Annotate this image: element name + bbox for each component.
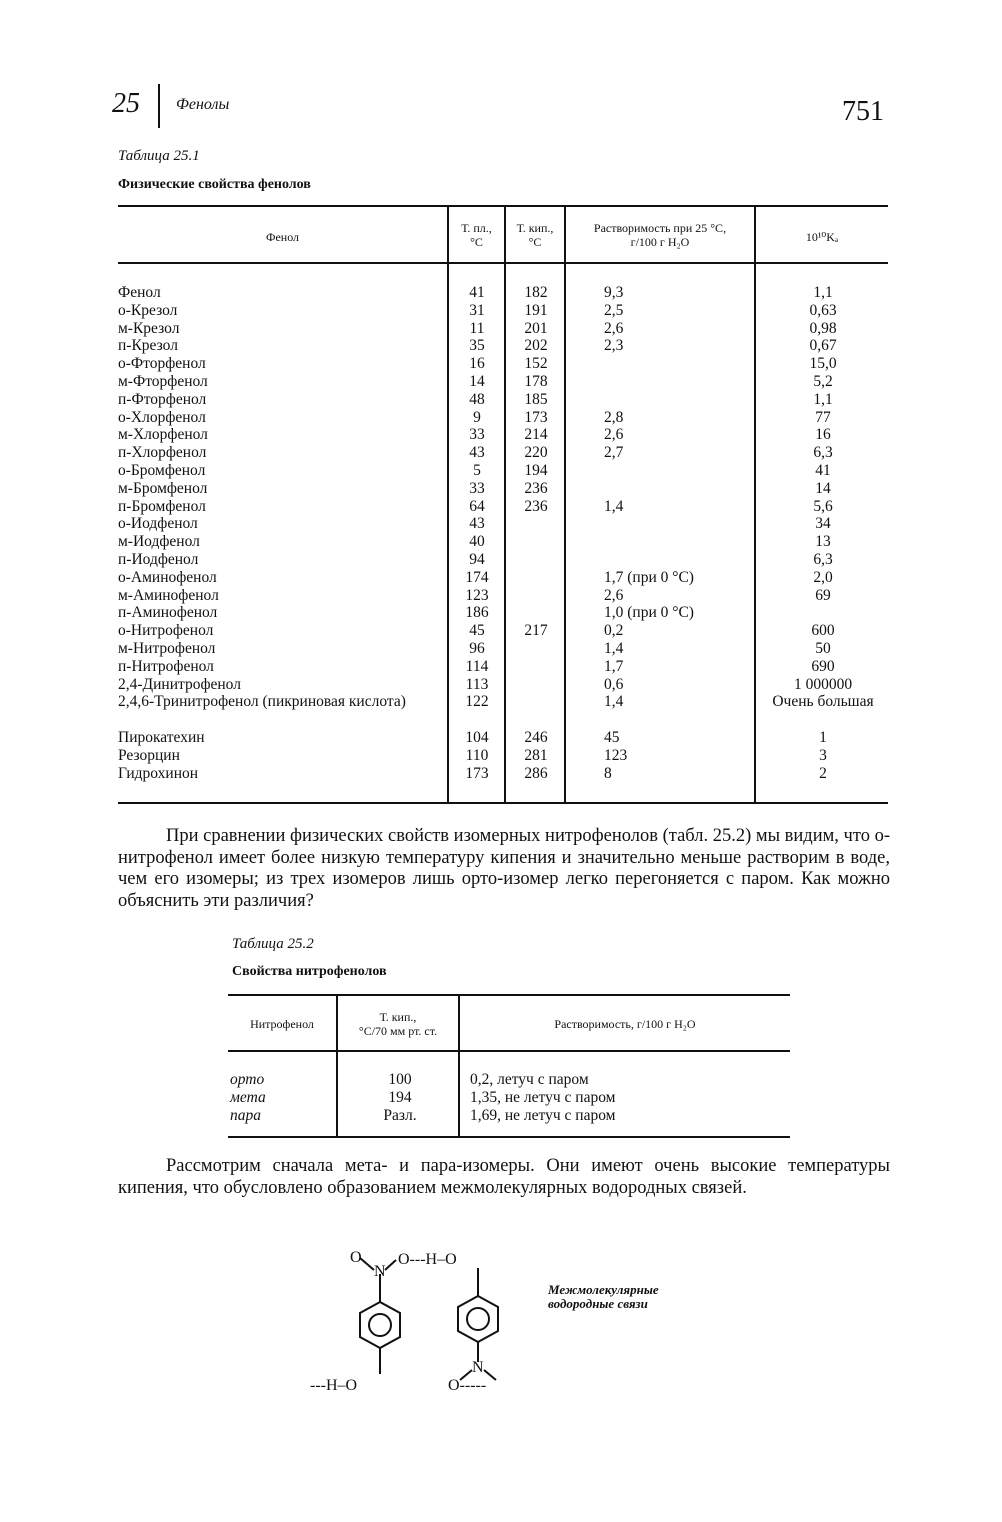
table1-cell-sol — [604, 373, 754, 391]
table1-cell-ka: 5,6 — [813, 497, 833, 515]
table1-cell-bp: 185 — [524, 390, 548, 408]
table1-cell-bp — [508, 587, 564, 605]
table1-cell-bp — [508, 515, 564, 533]
table1-cell-mp: 41 — [469, 284, 485, 301]
table1-cell-name: о-Крезол — [118, 301, 178, 319]
table1-cell-ka: 1,1 — [813, 390, 833, 408]
table1-cell-sol: 1,4 — [604, 693, 624, 711]
table1-cell-name: м-Аминофенол — [118, 586, 219, 604]
table1-cell-name: о-Нитрофенол — [118, 622, 214, 640]
table1-cell-bp: 152 — [524, 355, 548, 373]
header-line: г/100 г H₂O — [630, 235, 690, 249]
note-line: Межмолекулярные — [548, 1282, 659, 1297]
table1-cell-mp: 173 — [465, 764, 489, 782]
table2-cell-bp: 194 — [388, 1089, 412, 1106]
table1-cell-bp — [508, 551, 564, 569]
table1-cell-name: м-Нитрофенол — [118, 639, 216, 657]
hydrogen-bond-note — [548, 1283, 659, 1311]
table1-cell-name: Фенол — [118, 284, 161, 301]
table1-header-solubility — [566, 221, 754, 249]
hydrogen-bond-structure — [300, 1240, 560, 1400]
header-line: Т. кип., — [379, 1010, 417, 1024]
table1-cell-bp — [508, 533, 564, 551]
table2-header-rule — [228, 1050, 790, 1052]
header-line: Растворимость при 25 °С, — [593, 221, 727, 235]
table1-cell-mp: 16 — [469, 355, 485, 373]
table1-cell-sol: 2,6 — [604, 319, 624, 337]
table2-cell-isomer: орто — [230, 1071, 265, 1088]
table2-cell-sol: 1,35, не летуч с паром — [470, 1089, 616, 1106]
table1-cell-mp: 33 — [469, 426, 485, 444]
table1-cell-mp: 48 — [469, 390, 485, 408]
table1-cell-name: о-Хлорфенол — [118, 408, 206, 426]
table1-cell-mp: 14 — [469, 372, 485, 390]
table1-cell-sol: 1,0 (при 0 °С) — [604, 604, 694, 622]
table1-cell-ka: 5,2 — [813, 372, 833, 390]
table1-cell-ka: 15,0 — [809, 355, 837, 373]
table1-cell-mp: 31 — [469, 301, 485, 319]
table1-cell-ka: 34 — [815, 515, 831, 533]
table1-cell-mp: 35 — [469, 337, 485, 355]
table2-cell-bp: Разл. — [383, 1107, 417, 1124]
table1-cell-bp: 214 — [524, 426, 548, 444]
table1-caption: Таблица 25.1 — [118, 148, 200, 164]
table1-cell-mp: 122 — [465, 693, 489, 711]
table1-cell-ka: 690 — [811, 657, 835, 675]
table1-cell-ka: 6,3 — [813, 550, 833, 568]
table1-cell-name: о-Аминофенол — [118, 568, 217, 586]
table1-cell-name: п-Фторфенол — [118, 390, 207, 408]
table1-cell-ka: 3 — [819, 746, 827, 764]
table1-cell-bp: 182 — [524, 284, 548, 301]
table1-cell-name: п-Нитрофенол — [118, 657, 214, 675]
page-number: 751 — [842, 96, 884, 127]
table2-header-bp — [338, 1010, 458, 1038]
table1-column-phenol — [118, 284, 448, 782]
table1-cell-ka: 41 — [815, 461, 831, 479]
table1-cell-bp: 191 — [524, 301, 548, 319]
table1-header-mp — [449, 221, 504, 249]
table1-column-mp — [452, 284, 502, 782]
table1-cell-bp — [508, 604, 564, 622]
table1-cell-mp: 5 — [473, 461, 481, 479]
table1-cell-mp: 110 — [465, 746, 489, 764]
table1-cell-name: м-Хлорфенол — [118, 426, 208, 444]
table1-cell-name: о-Иодфенол — [118, 515, 198, 533]
table1-cell-sol — [604, 480, 754, 498]
chapter-number: 25 — [112, 88, 140, 119]
table2-column-isomer — [230, 1071, 330, 1125]
table1-cell-mp: 33 — [469, 479, 485, 497]
table1-vline — [564, 207, 566, 802]
table1-cell-name: м-Бромфенол — [118, 479, 208, 497]
table1-cell-ka: 1 000000 — [793, 675, 853, 693]
table1-cell-ka: 14 — [815, 479, 831, 497]
table1-cell-sol: 1,4 — [604, 497, 624, 515]
table1-header-ka: 10¹⁰Kₐ — [805, 230, 839, 244]
table1-header-phenol: Фенол — [265, 230, 300, 244]
table1-cell-bp: 194 — [524, 461, 548, 479]
bond-label-bottom-right: O----- — [448, 1377, 487, 1394]
table1-cell-bp: 201 — [524, 319, 548, 337]
table1-cell-bp: 173 — [524, 408, 548, 426]
table1-cell-name: п-Аминофенол — [118, 604, 218, 622]
table1-cell-mp: 43 — [469, 515, 485, 533]
table2-top-rule — [228, 994, 790, 996]
table1-cell-bp: 178 — [524, 372, 548, 390]
table1-cell-sol — [604, 391, 754, 409]
table1-vline — [754, 207, 756, 802]
table1-cell-sol: 8 — [604, 764, 612, 782]
table1-cell-sol — [604, 462, 754, 480]
table2-cell-sol: 0,2, летуч с паром — [470, 1071, 589, 1088]
table1-cell-bp — [508, 658, 564, 676]
table1-cell-ka: 2,0 — [813, 568, 833, 586]
table1-cell-name: о-Бромфенол — [118, 461, 206, 479]
bond-label-top: O---H–O — [398, 1251, 457, 1268]
header-line: Т. пл., — [461, 221, 492, 235]
table2-column-solubility — [470, 1071, 790, 1125]
table2-cell-isomer: мета — [230, 1089, 266, 1106]
table2-caption: Таблица 25.2 — [232, 936, 314, 952]
table1-cell-name: п-Крезол — [118, 337, 178, 355]
table1-cell-sol: 2,8 — [604, 408, 624, 426]
table1-cell-name: Гидрохинон — [118, 764, 199, 782]
table1-cell-name: м-Крезол — [118, 319, 180, 337]
header-divider — [158, 84, 160, 128]
table1-cell-name: 2,4-Динитрофенол — [118, 675, 241, 693]
table1-column-ka — [760, 284, 886, 782]
table1-cell-sol — [604, 515, 754, 533]
table1-column-bp — [508, 284, 564, 782]
table1-cell-sol: 2,5 — [604, 301, 624, 319]
table1-cell-ka: 16 — [815, 426, 831, 444]
table1-cell-mp: 114 — [465, 657, 489, 675]
table1-bottom-rule — [118, 802, 888, 804]
table2-cell-bp: 100 — [388, 1071, 412, 1088]
table1-cell-bp — [508, 693, 564, 729]
table1-cell-name: Пирокатехин — [118, 728, 205, 746]
table1-cell-ka: 77 — [815, 408, 831, 426]
table1-title: Физические свойства фенолов — [118, 177, 311, 192]
table1-cell-bp: 246 — [524, 728, 548, 746]
table1-cell-bp: 286 — [524, 764, 548, 782]
table2-cell-sol: 1,69, не летуч с паром — [470, 1107, 616, 1124]
table1-cell-ka: 0,67 — [809, 337, 837, 355]
table1-cell-name: 2,4,6-Тринитрофенол (пикриновая кислота) — [118, 693, 406, 711]
table1-cell-ka: 0,98 — [809, 319, 837, 337]
atom-label: O — [350, 1249, 362, 1266]
header-line: °С — [470, 235, 483, 249]
atom-label: N — [472, 1359, 484, 1376]
table1-header-rule — [118, 262, 888, 264]
table1-cell-mp: 64 — [469, 497, 485, 515]
table1-cell-sol — [604, 533, 754, 551]
table2-title: Свойства нитрофенолов — [232, 964, 387, 979]
table1-cell-ka: Очень большая — [772, 693, 874, 711]
table1-cell-name: о-Фторфенол — [118, 355, 206, 373]
table2-bottom-rule — [228, 1136, 790, 1138]
table1-cell-ka: 1,1 — [813, 284, 833, 301]
table1-cell-sol: 2,6 — [604, 586, 624, 604]
table2-header-solubility: Растворимость, г/100 г H₂O — [554, 1017, 696, 1031]
table1-cell-bp — [508, 676, 564, 694]
table1-cell-mp: 104 — [465, 728, 489, 746]
bond-label-bottom-left: ---H–O — [310, 1377, 358, 1394]
table1-cell-mp: 40 — [469, 533, 485, 551]
table1-cell-sol: 123 — [604, 746, 628, 764]
table1-cell-ka — [760, 604, 886, 622]
table1-cell-mp: 11 — [469, 319, 485, 337]
table1-cell-bp — [508, 640, 564, 658]
header-line: °С — [528, 235, 542, 249]
table1-cell-name: п-Хлорфенол — [118, 444, 207, 462]
table1-cell-ka: 6,3 — [813, 444, 833, 462]
table1-cell-name: п-Бромфенол — [118, 497, 206, 515]
table1-vline — [504, 207, 506, 802]
table1-cell-sol: 9,3 — [604, 284, 624, 301]
table1-column-solubility — [604, 284, 754, 782]
table1-cell-bp: 281 — [524, 746, 548, 764]
table2-column-bp — [345, 1071, 455, 1125]
paragraph-meta-para: Рассмотрим сначала мета- и пара-изомеры. Они имеют очень высокие температуры кипения, что обусловлено образованием межмолекулярных водородных связей. — [118, 1156, 890, 1198]
table1-cell-bp: 217 — [524, 622, 548, 640]
table1-cell-ka: 2 — [819, 764, 827, 782]
table1-header-bp — [506, 221, 564, 249]
table1-cell-bp — [508, 569, 564, 587]
table1-cell-sol: 0,6 — [604, 675, 624, 693]
table1-cell-sol: 1,4 — [604, 639, 624, 657]
table1-cell-mp: 113 — [465, 675, 489, 693]
table1-cell-bp: 236 — [524, 497, 548, 515]
table1-cell-name: м-Фторфенол — [118, 372, 208, 390]
atom-label: N — [374, 1263, 386, 1280]
table1-cell-mp: 94 — [469, 550, 485, 568]
table1-cell-ka: 0,63 — [809, 301, 837, 319]
table1-cell-sol: 2,7 — [604, 444, 624, 462]
table1-cell-ka: 50 — [815, 639, 831, 657]
table1-cell-mp: 186 — [465, 604, 489, 622]
table1-cell-sol — [604, 551, 754, 569]
table1-cell-ka: 13 — [815, 533, 831, 551]
table1-top-rule — [118, 205, 888, 207]
table1-cell-ka: 600 — [811, 622, 835, 640]
table1-cell-bp: 202 — [524, 337, 548, 355]
paragraph-nitrophenols: При сравнении физических свойств изомерных нитрофенолов (табл. 25.2) мы видим, что о-нитрофенол имеет более низкую температуру кипения и значительно меньше растворим в воде, чем его изомеры; из трех изомеров лишь орто-изомер легко перегоняется с паром. Как можно объяснить эти различия? — [118, 826, 890, 911]
table1-cell-sol — [604, 355, 754, 373]
table1-cell-mp: 45 — [469, 622, 485, 640]
table1-cell-name: п-Иодфенол — [118, 550, 199, 568]
note-line: водородные связи — [548, 1296, 648, 1311]
table1-cell-mp: 123 — [465, 586, 489, 604]
table2-header-nitrophenol: Нитрофенол — [250, 1017, 314, 1031]
table1-cell-bp: 220 — [524, 444, 548, 462]
header-line: Т. кип., — [516, 221, 554, 235]
table1-cell-sol: 0,2 — [604, 622, 624, 640]
table1-cell-sol: 2,6 — [604, 426, 624, 444]
chapter-title: Фенолы — [176, 96, 230, 113]
table1-cell-bp: 236 — [524, 479, 548, 497]
table2-cell-isomer: пара — [230, 1107, 261, 1124]
table1-cell-sol: 45 — [604, 728, 620, 746]
table1-cell-mp: 9 — [473, 408, 481, 426]
table1-cell-ka: 1 — [819, 728, 827, 746]
table1-cell-name: м-Иодфенол — [118, 533, 200, 551]
table1-cell-name: Резорцин — [118, 746, 180, 764]
table1-cell-mp: 96 — [469, 639, 485, 657]
header-line: °С/70 мм рт. ст. — [358, 1024, 438, 1038]
table1-cell-sol: 2,3 — [604, 337, 624, 355]
table1-cell-sol: 1,7 — [604, 657, 624, 675]
table1-cell-sol: 1,7 (при 0 °С) — [604, 568, 694, 586]
table1-cell-mp: 174 — [465, 568, 489, 586]
table1-cell-ka: 69 — [815, 586, 831, 604]
table1-cell-mp: 43 — [469, 444, 485, 462]
